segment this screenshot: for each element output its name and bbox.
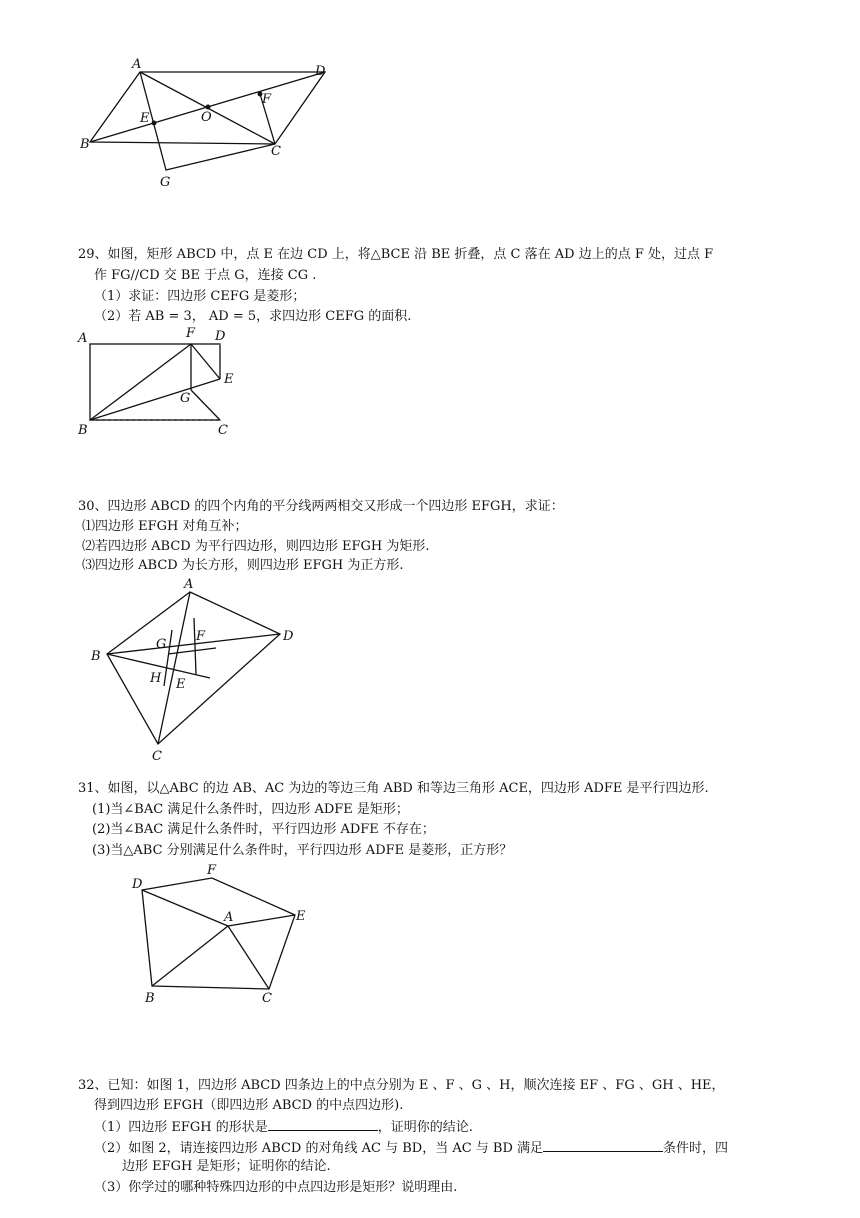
- q29-label-c: C: [218, 423, 228, 437]
- q30-stem: 30、四边形 ABCD 的四个内角的平分线两两相交又形成一个四边形 EFGH，求证：: [78, 499, 564, 514]
- q32-part-1: [94, 1117, 473, 1137]
- q29-label-d: D: [215, 329, 226, 344]
- q30-part-3: ⑶四边形 ABCD 为长方形，则四边形 EFGH 为正方形.: [82, 558, 404, 573]
- q29-label-e: E: [224, 372, 234, 387]
- q32-part-1-text-a: （1）四边形 EFGH 的形状是: [94, 1120, 268, 1135]
- q30-label-g: G: [156, 637, 167, 652]
- q29-stem-line-2: 作 FG//CD 交 BE 于点 G，连接 CG .: [94, 268, 317, 283]
- q30-label-d: D: [283, 629, 294, 644]
- q30-label-h: H: [150, 671, 162, 686]
- figure-rectangle-fold: [70, 322, 250, 437]
- fig1-label-b: B: [80, 137, 90, 152]
- figure-quadrilateral-bisectors: [80, 578, 310, 768]
- q30-part-2: ⑵若四边形 ABCD 为平行四边形，则四边形 EFGH 为矩形.: [82, 539, 430, 554]
- q32-stem-line-2: 得到四边形 EFGH（即四边形 ABCD 的中点四边形).: [94, 1098, 404, 1113]
- q30-label-c: C: [152, 749, 162, 764]
- q32-answer-blank-2[interactable]: [543, 1138, 663, 1152]
- q29-part-2: （2）若 AB = 3， AD = 5，求四边形 CEFG 的面积.: [94, 309, 412, 324]
- q32-part-2: [94, 1138, 728, 1158]
- q30-part-1: ⑴四边形 EFGH 对角互补；: [82, 519, 248, 534]
- q32-part-3: （3）你学过的哪种特殊四边形的中点四边形是矩形？说明理由.: [94, 1180, 458, 1195]
- q31-label-b: B: [145, 991, 155, 1006]
- q31-part-3: (3)当△ABC 分别满足什么条件时，平行四边形 ADFE 是菱形，正方形？: [92, 843, 513, 858]
- q32-stem-line-1: 32、已知：如图 1，四边形 ABCD 四条边上的中点分别为 E 、F 、G 、H，顺次连接 EF 、FG 、GH 、HE，: [78, 1078, 725, 1093]
- figure-parallelogram-abcd: [70, 52, 350, 197]
- q30-label-b: B: [91, 649, 101, 664]
- q30-label-a: A: [184, 578, 194, 592]
- fig1-label-o: O: [201, 110, 212, 125]
- fig1-label-a: A: [132, 57, 142, 72]
- q29-part-1: （1）求证：四边形 CEFG 是菱形；: [94, 289, 306, 304]
- q31-label-d: D: [132, 877, 143, 892]
- q29-stem-line-1: 29、如图，矩形 ABCD 中，点 E 在边 CD 上，将△BCE 沿 BE 折叠，点 C 落在 AD 边上的点 F 处，过点 F: [78, 247, 714, 262]
- q29-label-f: F: [186, 326, 196, 341]
- fig1-label-f: F: [262, 92, 272, 107]
- q32-answer-blank-1[interactable]: [268, 1117, 378, 1131]
- q31-label-e: E: [296, 909, 306, 924]
- q32-part-1-text-b: ，证明你的结论.: [377, 1120, 473, 1135]
- q31-label-c: C: [262, 991, 272, 1006]
- q31-stem: 31、如图，以△ABC 的边 AB、AC 为边的等边三角 ABD 和等边三角形 ACE，四边形 ADFE 是平行四边形.: [78, 781, 709, 796]
- figure-equilateral-triangles: [120, 858, 330, 1008]
- q32-part-2-line-2: 边形 EFGH 是矩形；证明你的结论.: [122, 1159, 331, 1174]
- q29-label-b: B: [78, 423, 88, 437]
- q32-part-2-text-a: （2）如图 2，请连接四边形 ABCD 的对角线 AC 与 BD，当 AC 与 BD 满足: [94, 1141, 544, 1156]
- q29-label-a: A: [78, 331, 88, 346]
- fig1-label-g: G: [160, 175, 171, 190]
- fig1-label-c: C: [271, 144, 281, 159]
- q32-part-2-text-b: 条件时，四: [663, 1141, 729, 1156]
- fig1-label-d: D: [315, 64, 326, 79]
- fig1-label-e: E: [140, 111, 150, 126]
- q31-part-2: (2)当∠BAC 满足什么条件时，平行四边形 ADFE 不存在；: [92, 822, 435, 837]
- q31-label-a: A: [224, 910, 234, 925]
- q30-label-e: E: [176, 677, 186, 692]
- q30-label-f: F: [196, 629, 206, 644]
- q29-label-g: G: [180, 391, 191, 406]
- q31-label-f: F: [207, 863, 217, 878]
- q31-part-1: (1)当∠BAC 满足什么条件时，四边形 ADFE 是矩形；: [92, 802, 409, 817]
